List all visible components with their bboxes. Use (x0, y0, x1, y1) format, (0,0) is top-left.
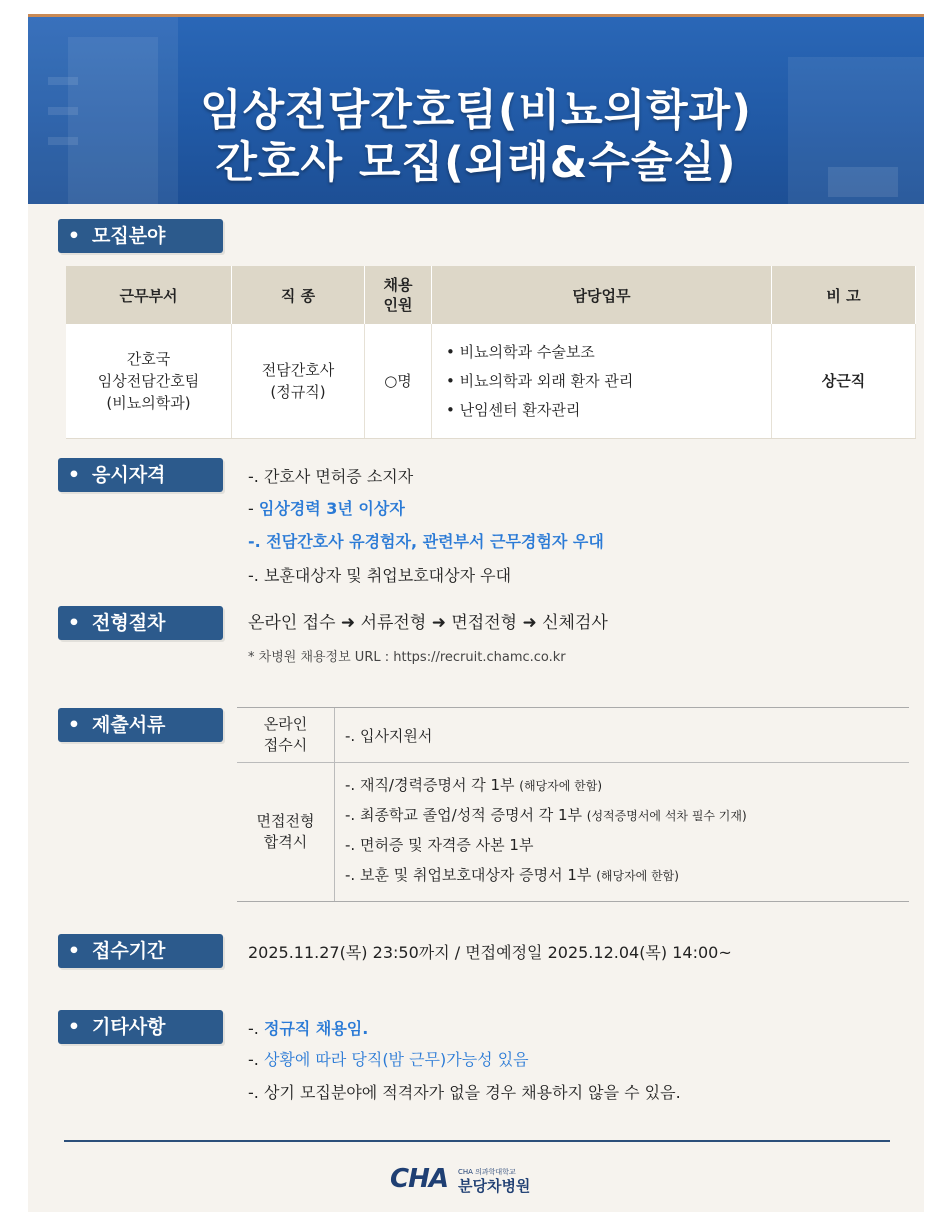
qualification-line3: -. 전담간호사 유경험자, 관련부서 근무경험자 우대 (248, 532, 604, 551)
misc-line2 (248, 1047, 529, 1070)
section-label-period (58, 934, 223, 968)
header-count-line1: 채용 (383, 276, 413, 294)
duty-item: • 난임센터 환자관리 (446, 400, 581, 419)
document-item-text: -. 면허증 및 자격증 사본 1부 (345, 836, 534, 854)
list-item (345, 861, 909, 891)
header-dept: 근무부서 (66, 266, 232, 324)
label-line: 접수시 (263, 736, 308, 754)
logo-text (458, 1165, 530, 1193)
cha-logo-mark: CHA (390, 1164, 448, 1194)
arrow-right-icon: ➜ (522, 613, 537, 633)
recruit-url-note: * 차병원 채용정보 URL : https://recruit.chamc.co.kr (248, 650, 566, 665)
document-item-note: (해당자에 한함) (596, 869, 679, 883)
header-note: 비 고 (772, 266, 916, 324)
bullet-icon: • (67, 714, 80, 736)
table-header-row (66, 266, 916, 324)
qualification-line1: -. 간호사 면허증 소지자 (248, 467, 414, 486)
list-item (345, 831, 909, 861)
document-item-text: -. 보훈 및 취업보호대상자 증명서 1부 (345, 866, 597, 884)
section-label-process (58, 606, 223, 640)
process-step: 온라인 접수 (248, 613, 336, 633)
qualification-line4: -. 보훈대상자 및 취업보호대상자 우대 (248, 566, 512, 585)
duty-item: • 비뇨의학과 외래 환자 관리 (446, 371, 634, 390)
process-steps (248, 608, 608, 633)
misc-line1 (248, 1016, 368, 1039)
section-label-qualification (58, 458, 223, 492)
bullet-icon: • (67, 464, 80, 486)
label-line: 면접전형 (256, 812, 315, 830)
documents-row-online (237, 708, 909, 762)
header-banner (28, 14, 924, 204)
position-table (66, 266, 916, 439)
cell-dept (66, 324, 232, 439)
arrow-right-icon: ➜ (431, 613, 446, 633)
logo-subtitle: CHA 의과학대학교 (457, 1168, 516, 1176)
header-count-line2: 인원 (383, 296, 413, 314)
recruitment-poster (28, 14, 924, 1212)
document-item-note: (성적증명서에 석차 필수 기재) (586, 809, 747, 823)
label-line: 합격시 (263, 833, 308, 851)
bullet-icon: • (67, 225, 80, 247)
qualification-line2 (248, 496, 405, 519)
misc-line3: -. 상기 모집분야에 적격자가 없을 경우 채용하지 않을 수 있음. (248, 1083, 681, 1102)
cell-duty (432, 324, 772, 439)
job-line1: 전담간호사 (261, 361, 335, 379)
documents-label-online (237, 708, 335, 762)
documents-row-interview (237, 762, 909, 901)
section-label-text: 제출서류 (92, 714, 166, 736)
list-item (345, 801, 909, 831)
qualification-prefix: - (248, 499, 259, 518)
footer-divider (64, 1140, 890, 1142)
document-item-text: -. 재직/경력증명서 각 1부 (345, 776, 520, 794)
period-text: 2025.11.27(목) 23:50까지 / 면접예정일 2025.12.04(목) 14:00~ (248, 943, 732, 962)
label-line: 온라인 (263, 715, 308, 733)
documents-label-interview (237, 763, 335, 901)
cell-job (232, 324, 365, 439)
misc-prefix: -. (248, 1050, 264, 1069)
list-item (345, 771, 909, 801)
header-duty: 담당업무 (432, 266, 772, 324)
process-step: 신체검사 (542, 613, 608, 633)
arrow-right-icon: ➜ (340, 613, 356, 633)
cell-count: ○명 (365, 324, 432, 439)
document-item-note: (해당자에 한함) (519, 779, 602, 793)
job-line2: (정규직) (270, 383, 326, 401)
duty-item: • 비뇨의학과 수술보조 (446, 342, 595, 361)
table-row (66, 324, 916, 439)
process-step: 서류전형 (360, 613, 427, 633)
header-count (365, 266, 432, 324)
hospital-logo (390, 1164, 530, 1194)
bullet-icon: • (67, 940, 80, 962)
section-label-misc (58, 1010, 223, 1044)
misc-prefix: -. (248, 1019, 264, 1038)
bullet-icon: • (67, 612, 80, 634)
section-label-text: 전형절차 (92, 612, 166, 634)
documents-online-item: -. 입사지원서 (345, 726, 433, 745)
header-job: 직 종 (232, 266, 365, 324)
banner-title-line1: 임상전담간호팀(비뇨의학과) (200, 86, 752, 136)
section-label-text: 응시자격 (92, 464, 166, 486)
dept-line3: (비뇨의학과) (106, 394, 191, 412)
document-item-text: -. 최종학교 졸업/성적 증명서 각 1부 (345, 806, 587, 824)
misc-highlight: 상황에 따라 당직(밤 근무)가능성 있음 (263, 1050, 529, 1069)
section-label-text: 모집분야 (92, 225, 166, 247)
qualification-highlight: 임상경력 3년 이상자 (258, 499, 405, 518)
bullet-icon: • (67, 1016, 80, 1038)
cell-note: 상근직 (772, 324, 916, 439)
section-label-field (58, 219, 223, 253)
process-step: 면접전형 (451, 613, 518, 633)
section-label-text: 접수기간 (92, 940, 166, 962)
banner-title-line2: 간호사 모집(외래&수술실) (215, 138, 737, 188)
documents-interview-items (335, 763, 909, 901)
section-label-text: 기타사항 (92, 1016, 166, 1038)
dept-line1: 간호국 (126, 350, 171, 368)
dept-line2: 임상전담간호팀 (97, 372, 200, 390)
section-label-documents (58, 708, 223, 742)
documents-table (237, 707, 909, 902)
logo-name: 분당차병원 (457, 1177, 531, 1195)
misc-highlight: 정규직 채용임. (263, 1019, 369, 1038)
